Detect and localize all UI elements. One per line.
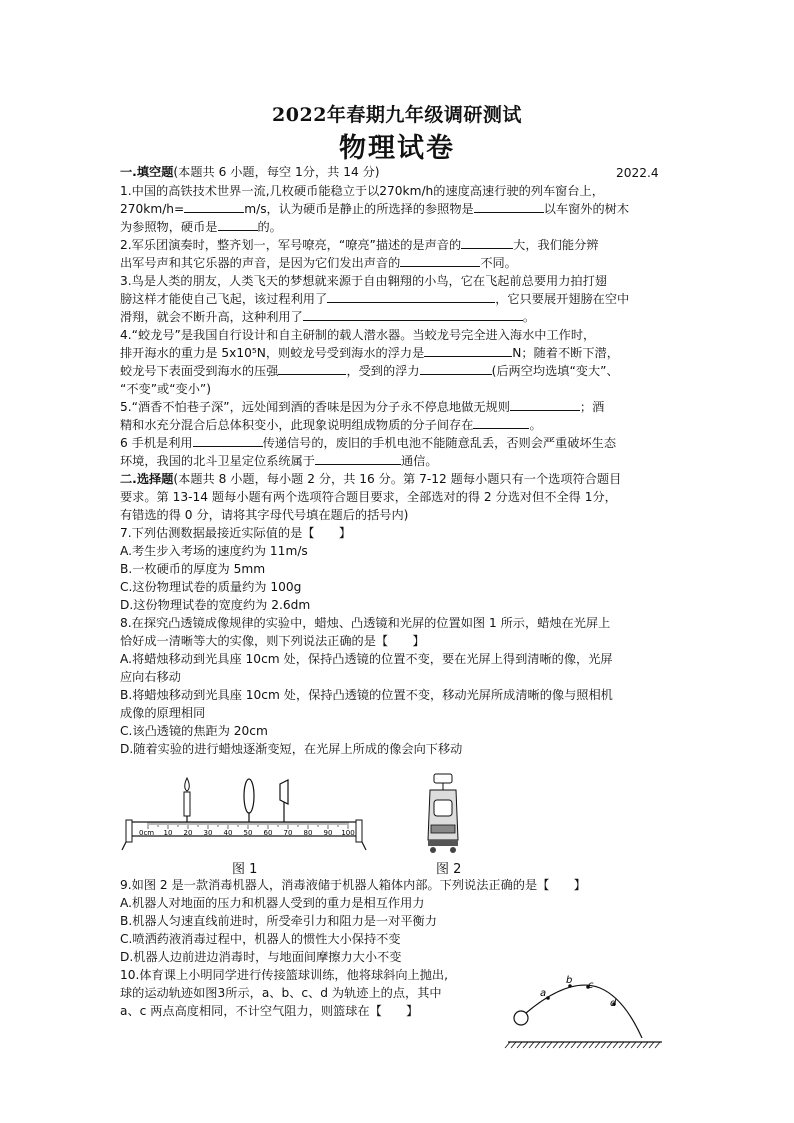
exam-subject: 物理试卷 bbox=[339, 133, 455, 164]
ground-hatch-line bbox=[517, 1042, 522, 1048]
ground-hatch-line bbox=[511, 1042, 516, 1048]
ground-hatch-line bbox=[595, 1042, 600, 1048]
robot-wheel-icon bbox=[430, 847, 436, 853]
q8-stem-line1: 8.在探究凸透镜成像规律的实验中，蜡烛、凸透镜和光屏的位置如图 1 所示，蜡烛在光屏上 bbox=[120, 616, 611, 630]
exam-title: 2022年春期九年级调研测试 bbox=[272, 104, 522, 126]
ground-hatch-line bbox=[619, 1042, 624, 1048]
ground-hatch-line bbox=[571, 1042, 576, 1048]
robot-wheel-icon bbox=[450, 847, 456, 853]
q8-option-b-line1: B.将蜡烛移动到光具座 10cm 处，保持凸透镜的位置不变，移动光屏所成清晰的像与照相机 bbox=[120, 688, 613, 702]
section2-note-line2: 要求。第 13-14 题每小题有两个选项符合题目要求，全部选对的得 2 分选对但不全得 1分， bbox=[120, 490, 617, 504]
q4-line2: 排开海水的重力是 5x10⁵N，则蛟龙号受到海水的浮力是 N；随着不断下潜， bbox=[120, 346, 619, 360]
section1-heading bbox=[120, 163, 380, 181]
figure2-robot bbox=[418, 770, 472, 858]
answer-blank[interactable] bbox=[218, 218, 258, 231]
q6-line2: 环境，我国的北斗卫星定位系统属于 通信。 bbox=[120, 454, 438, 468]
q7-stem: 7.下列估测数据最接近实际值的是【 】 bbox=[120, 526, 352, 540]
answer-blank[interactable] bbox=[420, 362, 492, 375]
ground-hatch-line bbox=[505, 1042, 510, 1048]
q7-option-a: A.考生步入考场的速度约为 11m/s bbox=[120, 544, 308, 558]
ground-hatch-line bbox=[649, 1042, 654, 1048]
light-screen-icon bbox=[280, 780, 288, 804]
point-label-d: d bbox=[610, 998, 617, 1009]
section1-name: 一.填空题 bbox=[120, 165, 174, 179]
ruler-tick-label: 20 bbox=[183, 829, 193, 837]
basketball-icon bbox=[514, 1011, 528, 1025]
section2-name: 二.选择题 bbox=[120, 472, 174, 486]
flame-icon bbox=[185, 778, 190, 791]
answer-blank[interactable] bbox=[473, 416, 529, 429]
answer-blank[interactable] bbox=[303, 308, 523, 321]
q5-line1: 5.“酒香不怕巷子深”，远处闻到酒的香味是因为分子永不停息地做无规则 ；酒 bbox=[120, 400, 605, 414]
answer-blank[interactable] bbox=[510, 398, 580, 411]
ground-hatch-line bbox=[547, 1042, 552, 1048]
ground-hatch bbox=[505, 1042, 660, 1048]
q2-line1: 2.军乐团演奏时，整齐划一，军号嘹亮，“嘹亮”描述的是声音的 大，我们能分辨 bbox=[120, 238, 599, 252]
q4-line4: “不变”或“变小”) bbox=[120, 382, 211, 396]
ground-hatch-line bbox=[607, 1042, 612, 1048]
answer-blank[interactable] bbox=[461, 236, 513, 249]
q8-option-c: C.该凸透镜的焦距为 20cm bbox=[120, 724, 268, 738]
ground-hatch-line bbox=[559, 1042, 564, 1048]
ruler-tick-label: 0cm bbox=[139, 829, 155, 837]
answer-blank[interactable] bbox=[193, 434, 263, 447]
q7-option-c: C.这份物理试卷的质量约为 100g bbox=[120, 580, 302, 594]
q3-line1: 3.鸟是人类的朋友，人类飞天的梦想就来源于自由翱翔的小鸟，它在飞起前总要用力拍打翅 bbox=[120, 274, 607, 288]
point-label-a: a bbox=[540, 988, 547, 999]
q10-stem-line1: 10.体育课上小明同学进行传接篮球训练，他将球斜向上抛出, bbox=[120, 968, 448, 982]
answer-blank[interactable] bbox=[400, 254, 480, 267]
ruler-tick-label: 50 bbox=[243, 829, 253, 837]
q9-stem: 9.如图 2 是一款消毒机器人，消毒液储于机器人箱体内部。下列说法正确的是【 】 bbox=[120, 878, 586, 892]
section2-heading bbox=[120, 470, 621, 488]
exam-date: 2022.4 bbox=[616, 166, 659, 180]
q9-option-c: C.喷洒药液消毒过程中，机器人的惯性大小保持不变 bbox=[120, 932, 401, 946]
q9-option-d: D.机器人边前进边消毒时，与地面间摩擦力大小不变 bbox=[120, 950, 402, 964]
q8-option-b-line2: 成像的原理相同 bbox=[120, 706, 206, 720]
q3-line3: 滑翔，就会不断升高，这种利用了 。 bbox=[120, 310, 535, 324]
answer-blank[interactable] bbox=[424, 344, 512, 357]
ruler-tick-label: 60 bbox=[263, 829, 273, 837]
ground-hatch-line bbox=[577, 1042, 582, 1048]
candle-icon bbox=[184, 792, 190, 816]
answer-blank[interactable] bbox=[315, 452, 401, 465]
q8-stem-line2: 恰好成一清晰等大的实像，则下列说法正确的是【 】 bbox=[120, 634, 425, 648]
figure3-trajectory bbox=[500, 968, 672, 1052]
q4-line3: 蛟龙号下表面受到海水的压强 ，受到的浮力 (后两空均选填“变大”、 bbox=[120, 364, 619, 378]
answer-blank[interactable] bbox=[327, 290, 495, 303]
figure1-optical-bench bbox=[118, 770, 368, 852]
ruler-tick-label: 100 bbox=[341, 829, 355, 837]
figure2-caption: 图 2 bbox=[436, 862, 462, 877]
ground-hatch-line bbox=[541, 1042, 546, 1048]
convex-lens-icon bbox=[244, 779, 254, 813]
q7-option-b: B.一枚硬币的厚度为 5mm bbox=[120, 562, 266, 576]
answer-blank[interactable] bbox=[474, 200, 544, 213]
q10-stem-line2: 球的运动轨迹如图3所示，a、b、c、d 为轨迹上的点，其中 bbox=[120, 986, 442, 1000]
trajectory-point-a bbox=[546, 996, 550, 1000]
answer-blank[interactable] bbox=[278, 362, 346, 375]
q1-line3: 为参照物，硬币是 的。 bbox=[120, 220, 282, 234]
section1-note: (本题共 6 小题，每空 1分，共 14 分) bbox=[173, 165, 380, 179]
ground-hatch-line bbox=[553, 1042, 558, 1048]
ground-hatch-line bbox=[625, 1042, 630, 1048]
ruler-tick-label: 10 bbox=[163, 829, 173, 837]
q1-line2: 270km/h= m/s，认为硬币是静止的所选择的参照物是 以车窗外的树木 bbox=[120, 202, 630, 216]
ground-hatch-line bbox=[643, 1042, 648, 1048]
ruler-tick-label: 40 bbox=[223, 829, 233, 837]
q5-line2: 精和水充分混合后总体积变小，此现象说明组成物质的分子间存在 。 bbox=[120, 418, 542, 432]
ground-hatch-line bbox=[535, 1042, 540, 1048]
answer-blank[interactable] bbox=[184, 200, 244, 213]
ruler-tick-label: 90 bbox=[323, 829, 333, 837]
ground-hatch-line bbox=[565, 1042, 570, 1048]
q8-option-a-line1: A.将蜡烛移动到光具座 10cm 处，保持凸透镜的位置不变，要在光屏上得到清晰的像，光屏 bbox=[120, 652, 613, 666]
ground-hatch-line bbox=[613, 1042, 618, 1048]
ground-hatch-line bbox=[631, 1042, 636, 1048]
point-label-b: b bbox=[566, 975, 573, 986]
ground-hatch-line bbox=[529, 1042, 534, 1048]
q9-option-a: A.机器人对地面的压力和机器人受到的重力是相互作用力 bbox=[120, 896, 425, 910]
section2-note: (本题共 8 小题，每小题 2 分，共 16 分。第 7-12 题每小题只有一个选项符合题目 bbox=[173, 472, 622, 486]
ground-hatch-line bbox=[655, 1042, 660, 1048]
robot-head-icon bbox=[434, 774, 452, 783]
q8-option-a-line2: 应向右移动 bbox=[120, 670, 181, 684]
q3-line2: 膀这样才能使自己飞起，该过程利用了 ，它只要展开翅膀在空中 bbox=[120, 292, 630, 306]
q8-option-d: D.随着实验的进行蜡烛逐渐变短，在光屏上所成的像会向下移动 bbox=[120, 742, 463, 756]
section2-note-line3: 有错选的得 0 分，请将其字母代号填在题后的括号内) bbox=[120, 508, 409, 522]
q6-line1: 6 手机是利用 传递信号的，废旧的手机电池不能随意乱丢，否则会严重破坏生态 bbox=[120, 436, 617, 450]
ground-hatch-line bbox=[583, 1042, 588, 1048]
q2-line2: 出军号声和其它乐器的声音，是因为它们发出声音的 不同。 bbox=[120, 256, 517, 270]
q9-option-b: B.机器人匀速直线前进时，所受牵引力和阻力是一对平衡力 bbox=[120, 914, 437, 928]
q10-stem-line3: a、c 两点高度相同，不计空气阻力，则篮球在【 】 bbox=[120, 1004, 419, 1018]
point-label-c: c bbox=[588, 980, 594, 991]
ruler-tick-label: 70 bbox=[283, 829, 293, 837]
figure1-caption: 图 1 bbox=[232, 862, 258, 877]
q1-line1: 1.中国的高铁技术世界一流,几枚硬币能稳立于以270km/h的速度高速行驶的列车窗台上， bbox=[120, 184, 604, 198]
ground-hatch-line bbox=[523, 1042, 528, 1048]
q7-option-d: D.这份物理试卷的宽度约为 2.6dm bbox=[120, 598, 311, 612]
ruler-tick-label: 80 bbox=[303, 829, 313, 837]
ground-hatch-line bbox=[589, 1042, 594, 1048]
ground-hatch-line bbox=[601, 1042, 606, 1048]
ruler-tick-label: 30 bbox=[203, 829, 213, 837]
q4-line1: 4.“蛟龙号”是我国自行设计和自主研制的载人潜水器。当蛟龙号完全进入海水中工作时， bbox=[120, 328, 596, 342]
ground-hatch-line bbox=[637, 1042, 642, 1048]
